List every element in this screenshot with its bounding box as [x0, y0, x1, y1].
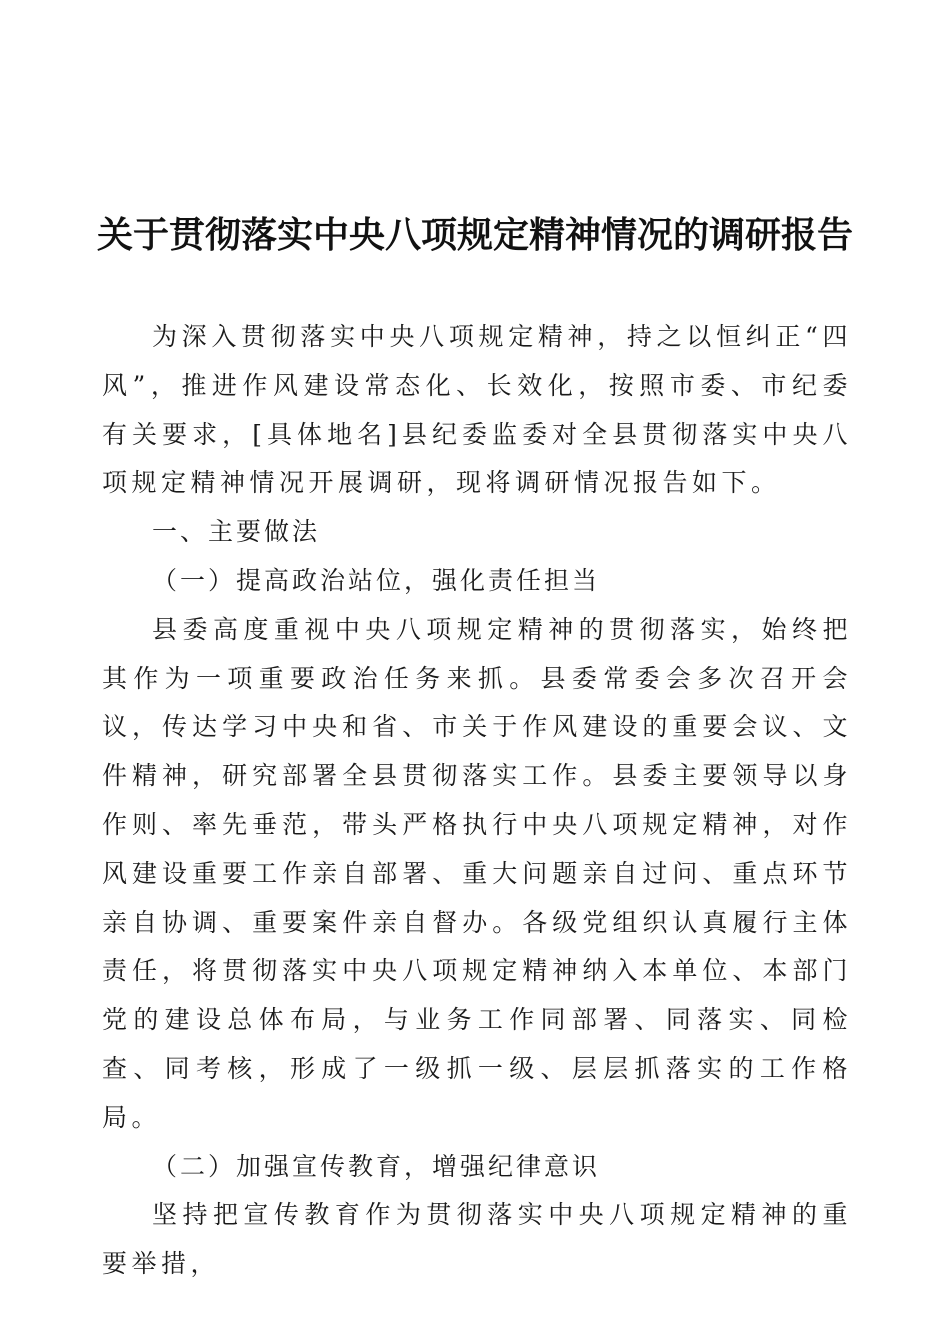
document-title: 关于贯彻落实中央八项规定精神情况的调研报告: [96, 214, 853, 256]
body-paragraph-2: 坚持把宣传教育作为贯彻落实中央八项规定精神的重要举措，: [102, 1200, 852, 1279]
subsection-heading-2: （二）加强宣传教育，增强纪律意识: [152, 1151, 601, 1181]
intro-paragraph: 为深入贯彻落实中央八项规定精神，持之以恒纠正“四风”，推进作风建设常态化、长效化，按照市委、市纪委有关要求，[具体地名]县纪委监委对全县贯彻落实中央八项规定精神情况开展调研，现将调研情况报告如下。: [102, 322, 852, 498]
document-body: [102, 313, 852, 1289]
body-paragraph-1: 县委高度重视中央八项规定精神的贯彻落实，始终把其作为一项重要政治任务来抓。县委常委会多次召开会议，传达学习中央和省、市关于作风建设的重要会议、文件精神，研究部署全县贯彻落实工作。县委主要领导以身作则、率先垂范，带头严格执行中央八项规定精神，对作风建设重要工作亲自部署、重大问题亲自过问、重点环节亲自协调、重要案件亲自督办。各级党组织认真履行主体责任，将贯彻落实中央八项规定精神纳入本单位、本部门党的建设总体布局，与业务工作同部署、同落实、同检查、同考核，形成了一级抓一级、层层抓落实的工作格局。: [102, 614, 852, 1132]
section-heading-main-practices: 一、主要做法: [152, 517, 321, 547]
subsection-heading-1: （一）提高政治站位，强化责任担当: [152, 565, 601, 595]
